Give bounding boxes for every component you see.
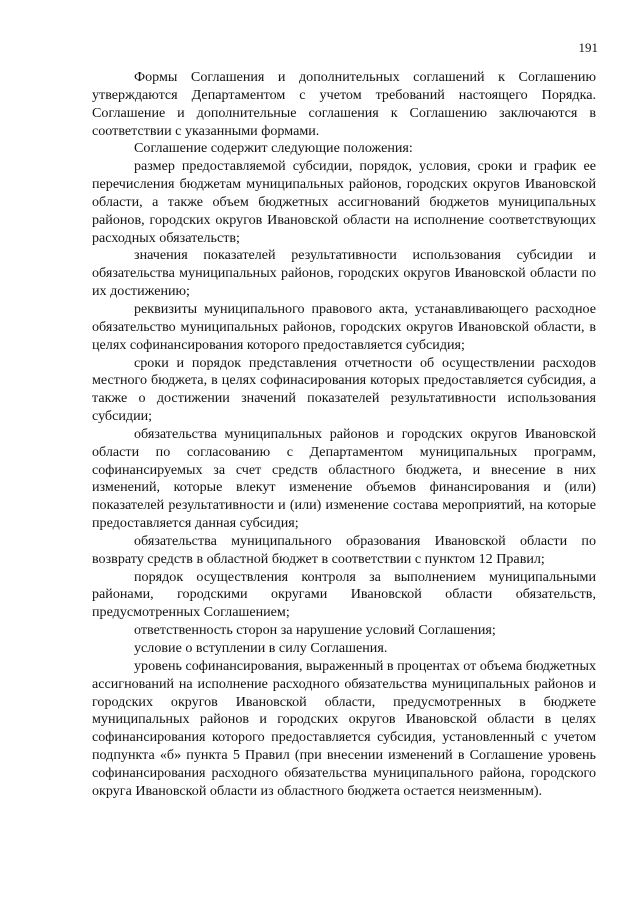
paragraph-refund-obligations: обязательства муниципального образования Ивановской области по возврату средств в областной бюджет в соответствии с пунктом 12 Правил;	[92, 532, 596, 567]
paragraph-agreement-contains: Соглашение содержит следующие положения:	[134, 140, 413, 157]
paragraph-legal-act-details: реквизиты муниципального правового акта, устанавливающего расходное обязательство муниципальных районов, городских округов Ивановской области, в целях софинансирования которого предоставляется субсидия;	[92, 300, 596, 353]
paragraph-control-procedure: порядок осуществления контроля за выполнением муниципальными районами, городскими округами Ивановской области обязательств, предусмотренных Соглашением;	[92, 568, 596, 621]
paragraph-agreement-forms: Формы Соглашения и дополнительных соглашений к Соглашению утверждаются Департаментом с учетом требований настоящего Порядка. Соглашение и дополнительные соглашения к Соглашению заключаются в соответствии с указанными формами.	[92, 69, 596, 139]
paragraph-reporting-terms: сроки и порядок представления отчетности об осуществлении расходов местного бюджета, в целях софинасирования которых предоставляется субсидия, а также о достижении значений показателей результативности использования субсидии;	[92, 354, 596, 425]
paragraph-liability: ответственность сторон за нарушение условий Соглашения;	[134, 622, 496, 639]
paragraph-subsidy-amount: размер предоставляемой субсидии, порядок, условия, сроки и график ее перечисления бюджетам муниципальных районов, городских округов Ивановской области, а также объем бюджетных ассигнований бюджетов муниципальных районов, городских округов Ивановской области на исполнение соответствующих расходных обязательств;	[92, 158, 596, 246]
document-body	[92, 69, 596, 801]
paragraph-entry-into-force: условие о вступлении в силу Соглашения.	[134, 640, 388, 656]
page-number: 191	[578, 40, 598, 55]
paragraph-cofinancing-level: уровень софинансирования, выраженный в процентах от объема бюджетных ассигнований на исполнение расходного обязательства муниципальных районов и городских округов Ивановской области, предусмотренных в бюджете муниципальных районов и городских округов Ивановской области в целях софинансирования которого предоставляется субсидия, установленный с учетом подпункта «б» пункта 5 Правил (при внесении изменений в Соглашение уровень софинансирования расходного обязательства муниципального района, городского округа Ивановской области из областного бюджета остается неизменным).	[92, 657, 596, 799]
paragraph-performance-indicators: значения показателей результативности использования субсидии и обязательства муниципальных районов, городских округов Ивановской области по их достижению;	[92, 247, 596, 300]
paragraph-program-obligations: обязательства муниципальных районов и городских округов Ивановской области по согласованию с Департаментом муниципальных программ, софинансируемых за счет средств областного бюджета, и внесение в них изменений, которые влекут изменение объемов финансирования и (или) показателей результативности и (или) изменение состава мероприятий, на которые предоставляется данная субсидия;	[92, 425, 596, 532]
